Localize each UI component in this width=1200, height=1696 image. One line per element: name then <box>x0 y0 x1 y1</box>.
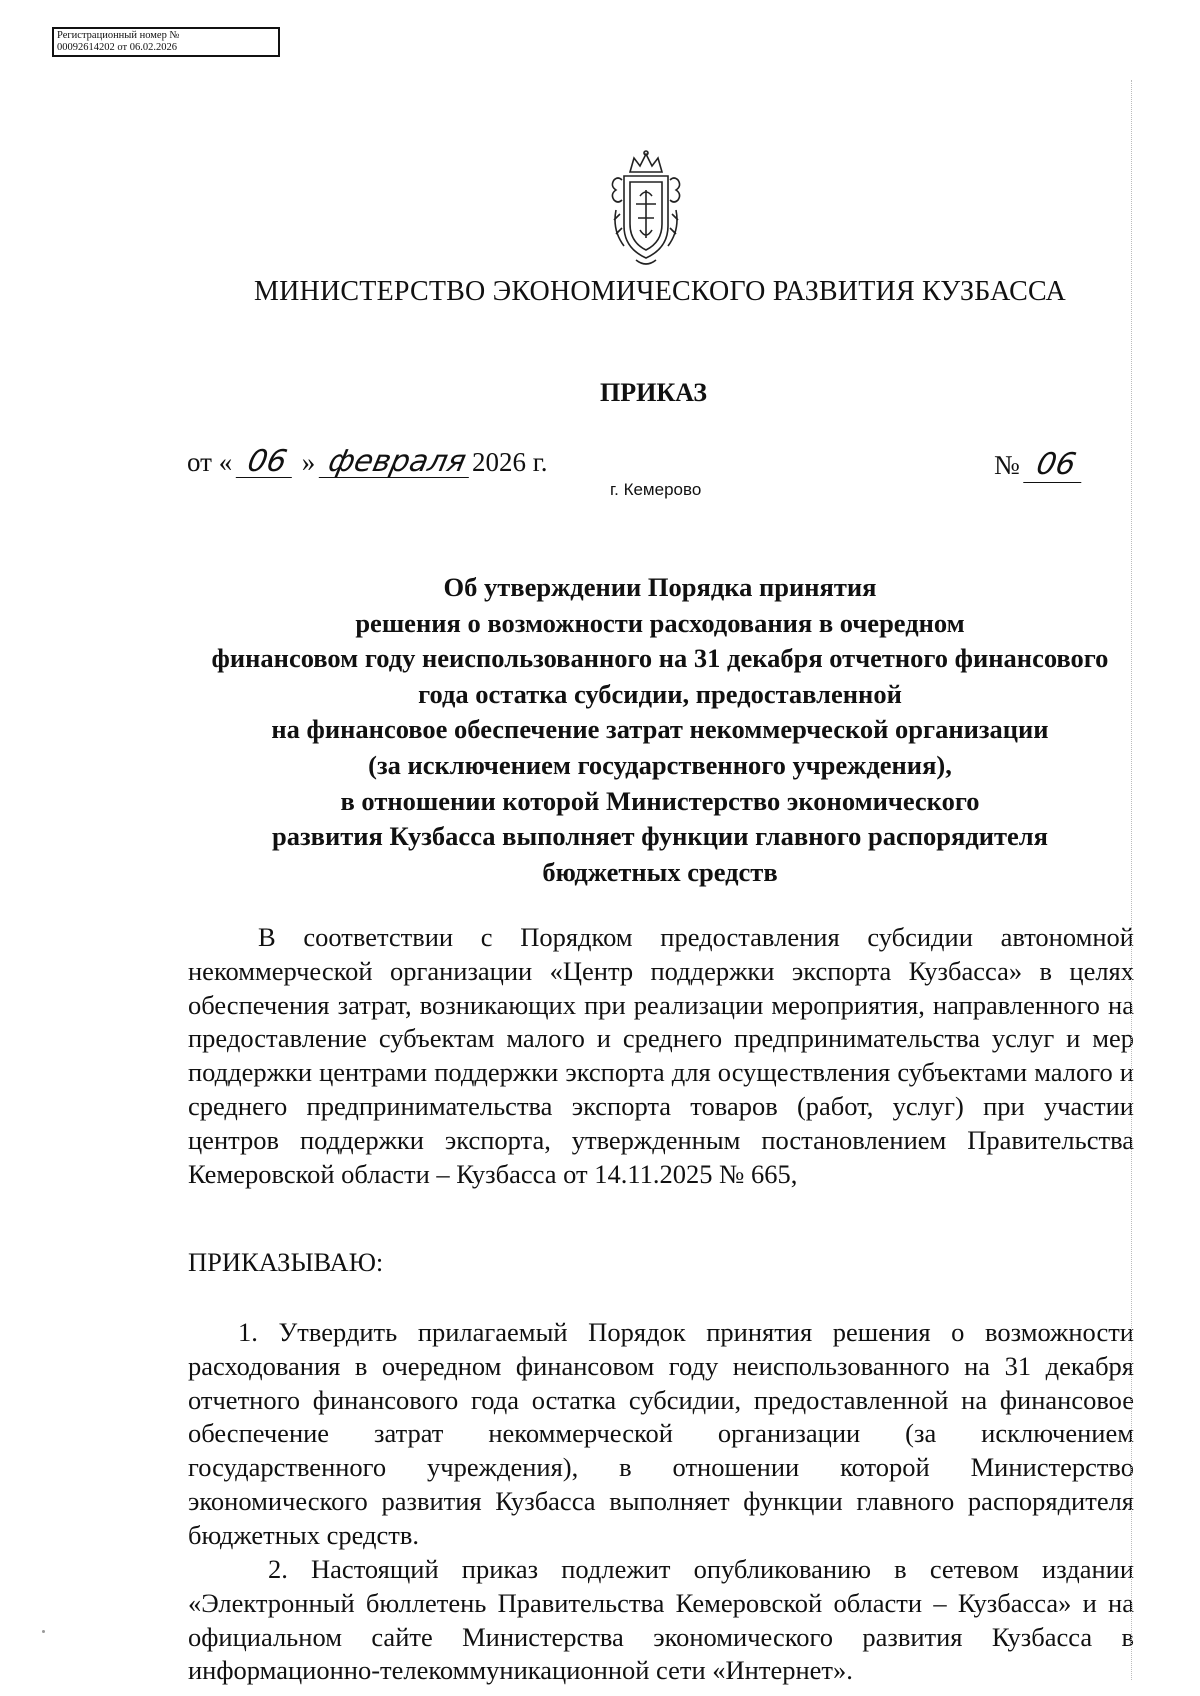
registration-stamp <box>52 27 280 57</box>
title-line: решения о возможности расходования в очередном <box>355 607 965 638</box>
ministry-name: МИНИСТЕРСТВО ЭКОНОМИЧЕСКОГО РАЗВИТИЯ КУЗБАССА <box>254 276 1066 307</box>
registration-number: 00092614202 от 06.02.2026 <box>57 42 177 53</box>
city-name: г. Кемерово <box>610 480 702 499</box>
order-item-2: 2. Настоящий приказ подлежит опубликованию в сетевом издании «Электронный бюллетень Правительства Кемеровской области – Кузбасса» и на официальном сайте Министерства экономического развития Кузбасса в информационно-телекоммуникационной сети «Интернет». <box>188 1554 1134 1686</box>
scan-edge-artifact <box>1131 80 1133 1680</box>
date-prefix: от « <box>187 447 233 477</box>
order-number <box>994 447 1085 483</box>
title-line: в отношении которой Министерство экономического <box>340 785 980 816</box>
document-type: ПРИКАЗ <box>600 378 708 407</box>
title-line: финансовом году неиспользованного на 31 декабря отчетного финансового <box>211 643 1109 674</box>
order-item-1: 1. Утвердить прилагаемый Порядок принятия решения о возможности расходования в очередном финансовом году неиспользованного на 31 декабря отчетного финансового года остатка субсидии, предоставленной на финансовое обеспечение затрат некоммерческой организации (за исключением государственного учреждения), в отношении которой Министерство экономического развития Кузбасса выполняет функции главного распорядителя бюджетных средств. <box>188 1317 1134 1550</box>
order-date <box>187 444 548 479</box>
registration-label: Регистрационный номер № <box>57 30 180 41</box>
number-handwritten: 06 <box>1023 447 1089 483</box>
title-line: на финансовое обеспечение затрат некоммерческой организации <box>271 714 1049 745</box>
scan-speck <box>42 1630 45 1633</box>
date-month-handwritten: февраля <box>319 447 476 478</box>
title-line: Об утверждении Порядка принятия <box>443 572 877 602</box>
number-prefix: № <box>994 450 1020 480</box>
date-mid: » <box>301 447 316 477</box>
date-day-handwritten: 06 <box>236 447 299 478</box>
order-heading: ПРИКАЗЫВАЮ: <box>188 1247 384 1277</box>
document-title <box>180 570 1140 890</box>
title-line: года остатка субсидии, предоставленной <box>418 678 902 709</box>
title-line: (за исключением государственного учреждения), <box>368 749 952 780</box>
title-line: развития Кузбасса выполняет функции главного распорядителя <box>272 821 1048 852</box>
title-line: бюджетных средств <box>542 856 778 887</box>
date-year: 2026 г. <box>471 447 548 477</box>
preamble-paragraph: В соответствии с Порядком предоставления субсидии автономной некоммерческой организации «Центр поддержки экспорта Кузбасса» в целях обеспечения затрат, возникающих при реализации мероприятия, направленного на предоставление субъектам малого и среднего предпринимательства услуг и мер поддержки центрами поддержки экспорта для осуществления субъектами малого и среднего предпринимательства экспорта товаров (работ, услуг) при участии центров поддержки экспорта, утвержденным постановлением Правительства Кемеровской области – Кузбасса от 14.11.2025 № 665, <box>188 922 1134 1189</box>
coat-of-arms-emblem <box>600 150 692 270</box>
